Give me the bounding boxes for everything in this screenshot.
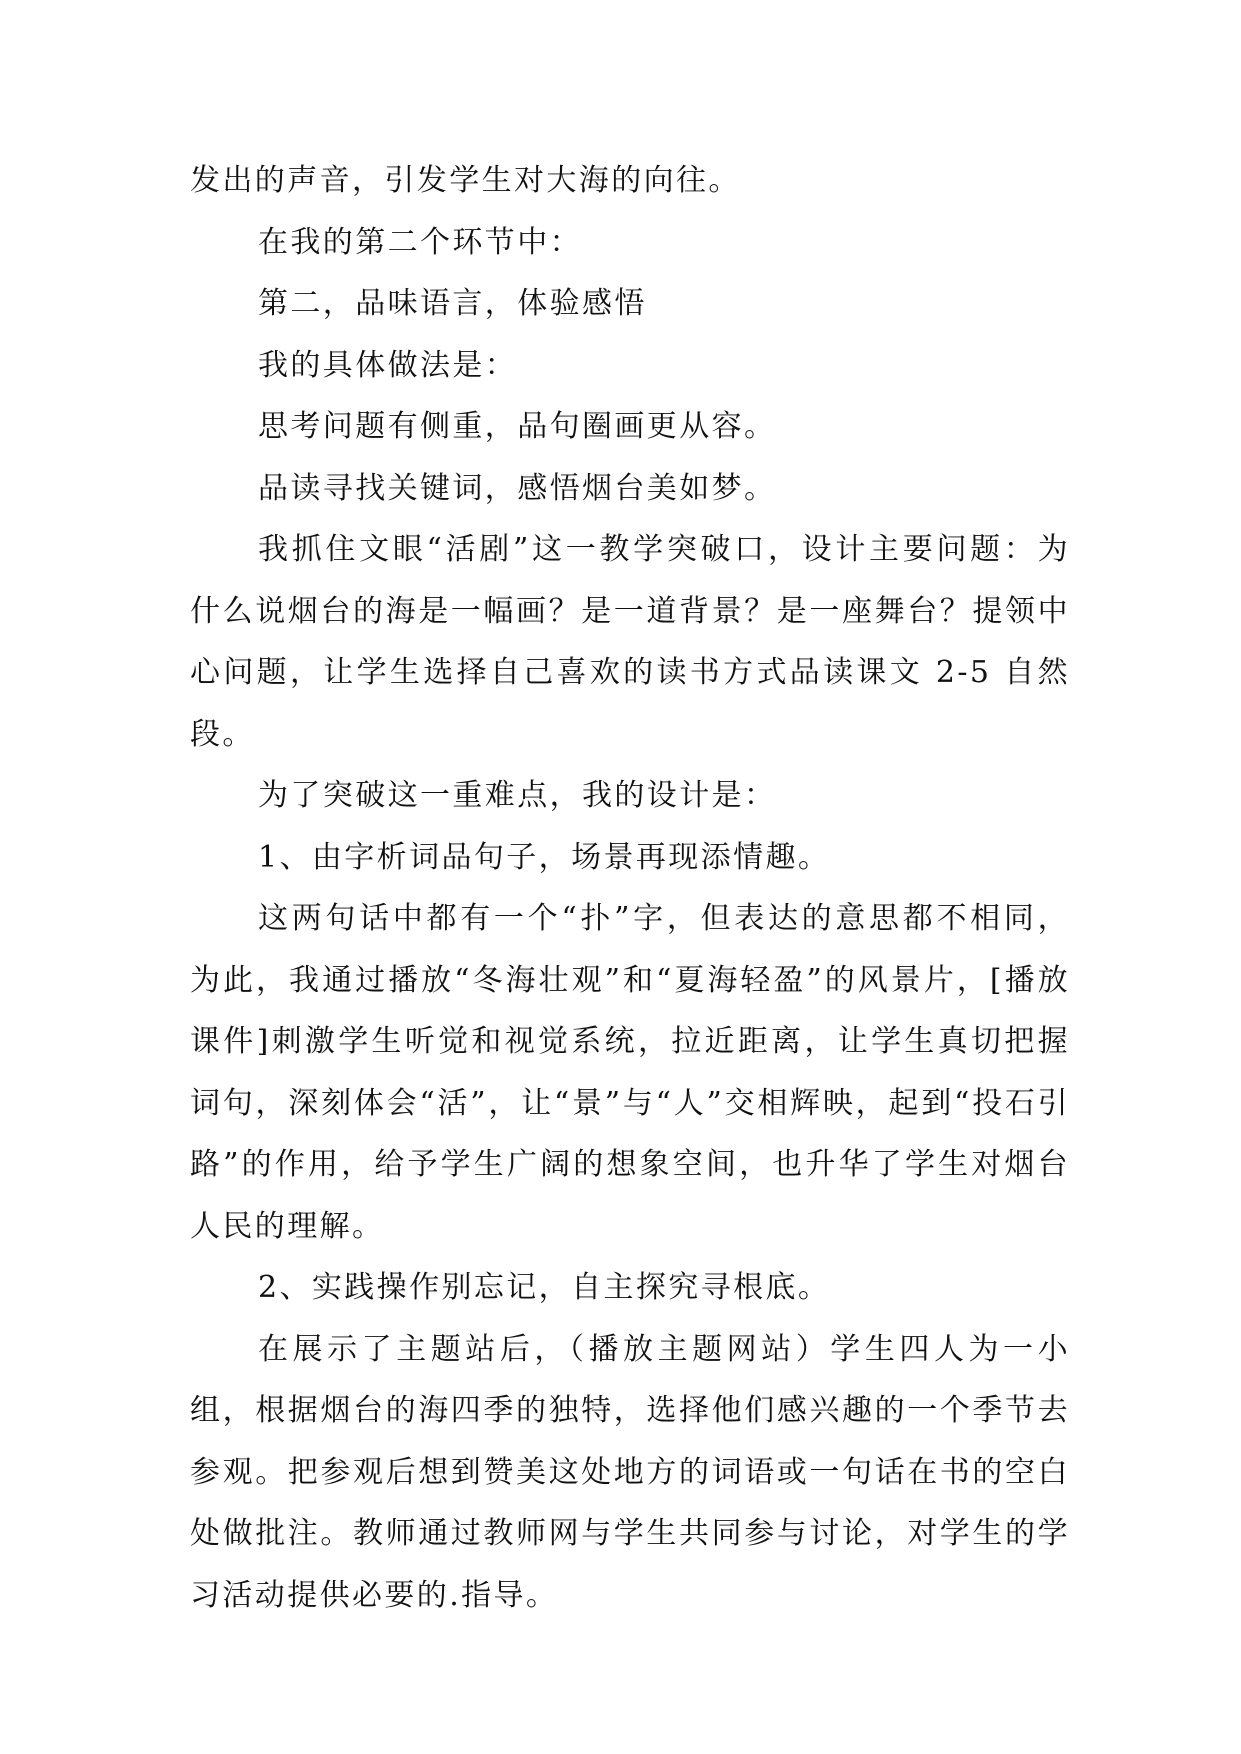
paragraph-section-intro: 在我的第二个环节中：: [258, 224, 582, 260]
paragraph-method-intro: 我的具体做法是：: [258, 347, 518, 383]
paragraph-verse-2: 品读寻找关键词，感悟烟台美如梦。: [258, 470, 777, 506]
paragraph-point-1-detail: 这两句话中都有一个“扑”字，但表达的意思都不相同，为此，我通过播放“冬海壮观”和“夏海轻盈”的风景片，[播放课件]刺激学生听觉和视觉系统，拉近距离，让学生真切把握词句，深刻体会“活”，让“景”与“人”交相辉映，起到“投石引路”的作用，给予学生广阔的想象空间，也升华了学生对烟台人民的理解。: [190, 901, 1070, 1244]
document-body: [190, 150, 1070, 1626]
paragraph-verse-1: 思考问题有侧重，品句圈画更从容。: [258, 409, 777, 444]
paragraph-main-question: 我抓住文眼“活剧”这一教学突破口，设计主要问题：为什么说烟台的海是一幅画？是一道背景？是一座舞台？提领中心问题，让学生选择自己喜欢的读书方式品读课文 2-5 自然段。: [190, 532, 1070, 752]
paragraph-continuation: 发出的声音，引发学生对大海的向往。: [190, 163, 741, 198]
paragraph-section-heading: 第二，品味语言，体验感悟: [258, 286, 647, 321]
paragraph-design-intro: 为了突破这一重难点，我的设计是：: [258, 778, 777, 813]
paragraph-point-2-detail: 在展示了主题站后，（播放主题网站）学生四人为一小组，根据烟台的海四季的独特，选择他们感兴趣的一个季节去参观。把参观后想到赞美这处地方的词语或一句话在书的空白处做批注。教师通过教师网与学生共同参与讨论，对学生的学习活动提供必要的.指导。: [190, 1331, 1070, 1613]
paragraph-point-1: 1、由字析词品句子，场景再现添情趣。: [258, 839, 831, 875]
paragraph-point-2: 2、实践操作别忘记，自主探究寻根底。: [258, 1270, 831, 1305]
